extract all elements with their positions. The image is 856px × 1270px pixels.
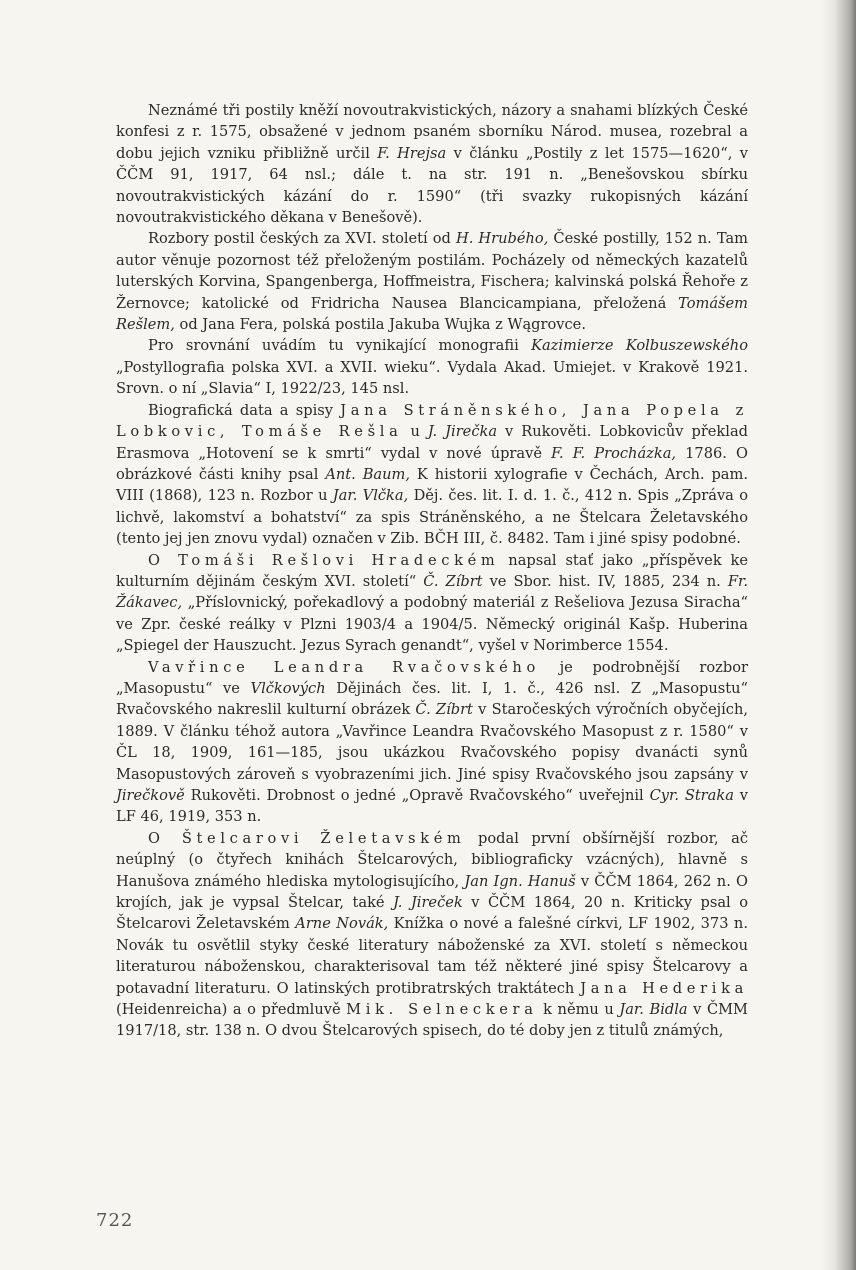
paragraph: [116, 828, 748, 1042]
text-run: České postilly, 152 n. Tam autor věnuje pozornost též přeloženým postilám. Pocházely od německých kazatelů luterských Korvina, Spangenberga, Hoffmeistra, Fischera; kalvinská polská Řehoře z Žernovce; katolické od Fridricha Nausea Blancicampiana, přeložená: [116, 230, 748, 312]
text-run: u: [402, 423, 428, 441]
spaced-name: O Štelcarovi Želetavském: [148, 829, 466, 847]
text-run: „Postyllografia polska XVI. a XVII. wieku“. Vydala Akad. Umiejet. v Krakově 1921. Srovn. o ní „Slavia“ I, 1922/23, 145 nsl.: [116, 358, 748, 398]
italic-text: Jan Ign. Hanuš: [464, 872, 576, 890]
spaced-name: Mik. Selneckera: [346, 1001, 538, 1019]
text-run: napsal stať jako „příspěvek ke kulturním dějinám českým XVI. století“: [116, 551, 748, 590]
italic-text: Č. Zíbrt: [415, 701, 473, 719]
text-run: Knížka o nové a falešné církvi, LF 1902, 373 n. Novák tu osvětlil styky české literatury náboženské za XVI. století s německou literaturou náboženskou, charakterisoval tam též některé jiné spisy Štelcarovy a potavadní literaturu. O latinských protibratrských traktátech: [116, 915, 748, 997]
text-run: „Příslovnický, pořekadlový a podobný materiál z Rešeliova Jezusa Siracha“ ve Zpr. české reálky v Plzni 1903/4 a 1904/5. Německý originál Kašp. Huberina „Spiegel der Hauszucht. Jezus Syrach genandt“, vyšel v Norimberce 1554.: [116, 594, 748, 655]
text-run: v ČČM 1864, 20 n. Kriticky psal o Štelcarovi Želetavském: [116, 894, 749, 933]
italic-text: Ant. Baum,: [325, 465, 411, 483]
italic-text: Jirečkově: [116, 787, 185, 804]
text-run: v Rukověti. Lobkovicův překlad Erasmova „Hotovení se k smrti“ vydal v nové úpravě: [116, 423, 748, 462]
text-run: je podrobnější rozbor „Masopustu“ ve: [116, 658, 748, 697]
italic-text: H. Hrubého,: [455, 230, 549, 248]
text-run: K historii xylografie v Čechách, Arch. pam. VIII (1868), 123 n. Rozbor u: [116, 465, 748, 505]
body-text: [116, 100, 748, 1042]
text-run: v Staročeských výročních obyčejích, 1889. V článku téhož autora „Vavřince Leandra Rvačovského Masopust z r. 1580“ v ČL 18, 1909, 161—185, jsou ukázkou Rvačovského popisy dvanácti synů Masopustových zároveň s vyobrazeními jich. Jiné spisy Rvačovského jsou zapsány v: [116, 701, 748, 783]
text-run: Neznámé tři postily kněží novoutrakvistických, názory a snahami blízkých České konfesi z r. 1575, obsažené v jednom psaném sborníku Národ. musea, rozebral a dobu jejich vzniku přibližně určil: [116, 102, 748, 162]
text-run: ve Sbor. hist. IV, 1885, 234 n.: [482, 572, 728, 590]
text-run: (Heidenreicha) a o předmluvě: [116, 1001, 347, 1019]
paragraph: [116, 400, 748, 550]
text-run: Rukověti. Drobnost o jedné „Opravě Rvačovského“ uveřejnil: [184, 787, 650, 804]
page-edge-shadow: [820, 0, 856, 1270]
paragraph: [116, 335, 748, 399]
italic-text: Vlčkových: [250, 679, 326, 697]
text-run: v ČMM 1917/18, str. 138 n. O dvou Štelcarových spisech, do té doby jen z titulů známých,: [116, 1001, 748, 1040]
italic-text: F. Hrejsa: [377, 144, 447, 162]
italic-text: J. Jireček: [393, 894, 463, 912]
italic-text: Arne Novák,: [295, 915, 389, 933]
text-run: Rozbory postil českých za XVI. století od: [148, 230, 456, 248]
text-run: podal první obšírnější rozbor, ač neúplný (o čtyřech knihách Štelcarových, bibliograficky vzácných), hlavně s Hanušova známého hlediska mytologisujícího,: [116, 829, 748, 890]
italic-text: Č. Zíbrt: [423, 572, 483, 590]
spaced-name: Jana Hederika: [580, 979, 748, 997]
italic-text: J. Jirečka: [427, 423, 498, 441]
paragraph: [116, 657, 748, 828]
italic-text: Jar. Bidla: [619, 1001, 688, 1019]
page-number: 722: [96, 1210, 134, 1231]
text-run: v LF 46, 1919, 353 n.: [116, 787, 748, 826]
spaced-name: Jana Stráněnského, Jana Popela z Lobkovic, Tomáše Rešla: [116, 401, 748, 441]
italic-text: Jar. Vlčka,: [332, 487, 409, 505]
spaced-name: Vavřince Leandra Rvačovského: [148, 658, 540, 676]
paragraph: [116, 550, 748, 657]
text-run: 1786. O obrázkové části knihy psal: [116, 444, 748, 483]
text-run: Biografická data a spisy: [148, 401, 341, 419]
text-run: k němu u: [537, 1001, 620, 1019]
text-run: Dějinách čes. lit. I, 1. č., 426 nsl. Z „Masopustu“ Rvačovského nakreslil kulturní obrázek: [116, 679, 749, 719]
text-run: v článku „Postily z let 1575—1620“, v ČČM 91, 1917, 64 nsl.; dále t. na str. 191 n. „Benešovskou sbírku novoutrakvistických kázání do r. 1590“ (tři svazky rukopisných kázání novoutrakvistického děkana v Benešově).: [116, 144, 749, 227]
paragraph: [116, 100, 748, 228]
spaced-name: O Tomáši Rešlovi Hradeckém: [148, 551, 500, 569]
italic-text: Tomášem Rešlem,: [116, 294, 748, 334]
paragraph: [116, 228, 748, 335]
text-run: Pro srovnání uvádím tu vynikající monografii: [148, 337, 532, 355]
text-run: v ČČM 1864, 262 n. O krojích, jak je vypsal Štelcar, také: [116, 872, 748, 912]
italic-text: Cyr. Straka: [649, 787, 734, 804]
italic-text: Fr. Žákavec,: [116, 572, 748, 612]
text-run: Děj. čes. lit. I. d. 1. č., 412 n. Spis „Zpráva o lichvě, lakomství a bohatství“ za spis Stráněnského, a ne Štelcara Želetavského (tento jej jen znovu vydal) označen v Zib. BČH III, č. 8482. Tam i jiné spisy podobné.: [116, 487, 748, 548]
text-run: od Jana Fera, polská postila Jakuba Wujka z Wągrovce.: [174, 316, 586, 334]
italic-text: F. F. Procházka,: [551, 444, 677, 462]
italic-text: Kazimierze Kolbuszewského: [531, 337, 748, 355]
